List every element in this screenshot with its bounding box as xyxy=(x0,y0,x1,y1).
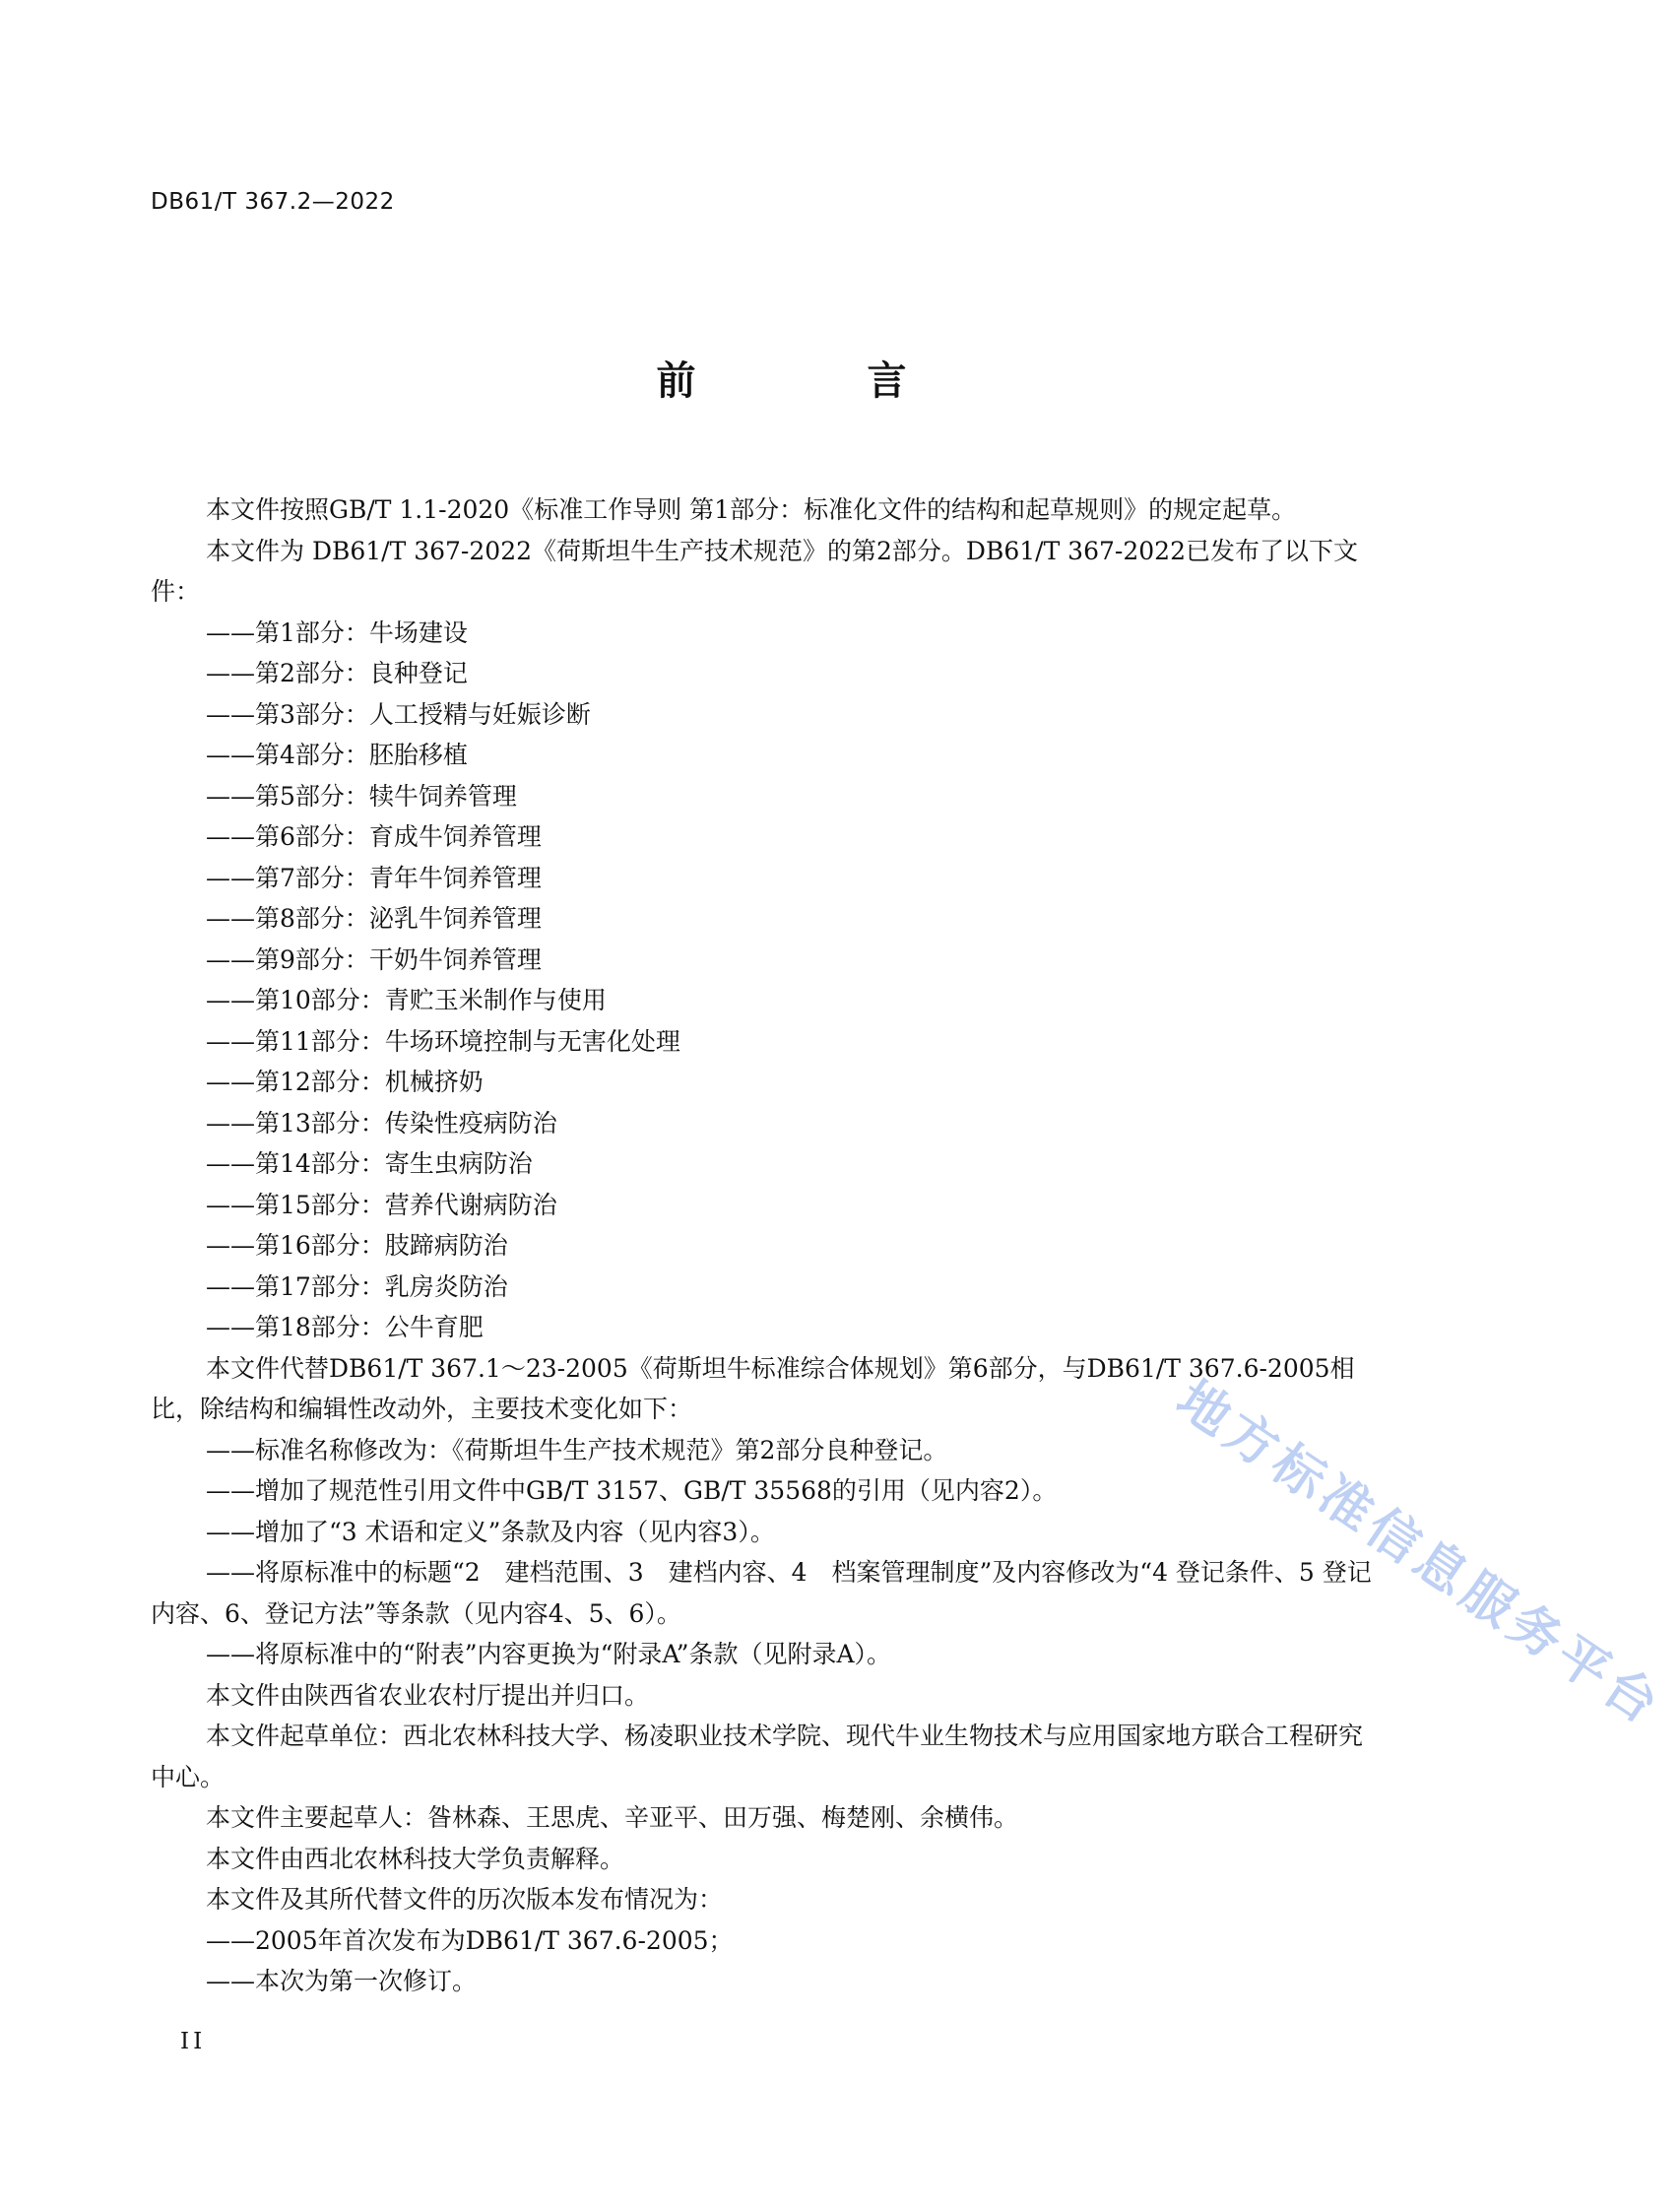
paragraph: 本文件及其所代替文件的历次版本发布情况为： xyxy=(206,1885,724,1914)
list-item: ——第11部分：牛场环境控制与无害化处理 xyxy=(206,1026,680,1056)
list-item: ——第8部分：泌乳牛饲养管理 xyxy=(206,904,542,933)
list-item: ——第6部分：育成牛饲养管理 xyxy=(206,822,542,851)
list-item: ——2005年首次发布为DB61/T 367.6-2005； xyxy=(206,1925,734,1955)
list-item: ——第2部分：良种登记 xyxy=(206,659,468,687)
list-item: ——第15部分：营养代谢病防治 xyxy=(206,1190,557,1219)
paragraph: 本文件主要起草人：昝林森、王思虎、辛亚平、田万强、梅楚刚、余横伟。 xyxy=(206,1803,1019,1832)
list-item: ——第17部分：乳房炎防治 xyxy=(206,1271,508,1301)
list-item: ——标准名称修改为：《荷斯坦牛生产技术规范》第2部分良种登记。 xyxy=(206,1435,948,1464)
list-item: ——第7部分：青年牛饲养管理 xyxy=(206,863,542,892)
paragraph: 本文件起草单位：西北农林科技大学、杨凌职业技术学院、现代牛业生物技术与应用国家地方联合工程研究中心。 xyxy=(151,1722,1364,1791)
foreword-body xyxy=(151,489,1382,2002)
list-item: ——本次为第一次修订。 xyxy=(206,1967,478,1995)
paragraph: 本文件按照GB/T 1.1-2020《标准工作导则 第1部分：标准化文件的结构和起草规则》的规定起草。 xyxy=(206,495,1297,524)
paragraph: 本文件由陕西省农业农村厅提出并归口。 xyxy=(206,1680,650,1710)
list-item: ——第12部分：机械挤奶 xyxy=(206,1068,484,1096)
list-item: ——第16部分：肢蹄病防治 xyxy=(206,1231,508,1260)
list-item: ——第9部分：干奶牛饲养管理 xyxy=(206,944,542,974)
list-item: ——第4部分：胚胎移植 xyxy=(206,741,468,769)
list-item: ——第14部分：寄生虫病防治 xyxy=(206,1149,533,1178)
list-item: ——将原标准中的标题“2 建档范围、3 建档内容、4 档案管理制度”及内容修改为“4 登记条件、5 登记内容、6、登记方法”等条款（见内容4、5、6）。 xyxy=(151,1558,1372,1628)
list-item: ——第3部分：人工授精与妊娠诊断 xyxy=(206,699,591,729)
list-item: ——第13部分：传染性疫病防治 xyxy=(206,1108,557,1138)
paragraph: 本文件由西北农林科技大学负责解释。 xyxy=(206,1844,625,1873)
page-title: 前 言 xyxy=(656,358,986,404)
list-item: ——第5部分：犊牛饲养管理 xyxy=(206,781,517,811)
page-number: II xyxy=(180,2029,207,2054)
list-item: ——增加了“3 术语和定义”条款及内容（见内容3）。 xyxy=(206,1517,775,1546)
paragraph: 本文件代替DB61/T 367.1～23-2005《荷斯坦牛标准综合体规划》第6部分，与DB61/T 367.6-2005相比，除结构和编辑性改动外，主要技术变化如下： xyxy=(151,1353,1355,1423)
list-item: ——增加了规范性引用文件中GB/T 3157、GB/T 35568的引用（见内容2）。 xyxy=(206,1476,1058,1505)
list-item: ——将原标准中的“附表”内容更换为“附录A”条款（见附录A）。 xyxy=(206,1640,892,1668)
list-item: ——第10部分：青贮玉米制作与使用 xyxy=(206,986,607,1014)
paragraph: 本文件为 DB61/T 367-2022《荷斯坦牛生产技术规范》的第2部分。DB61/T 367-2022已发布了以下文件： xyxy=(151,536,1358,606)
list-item: ——第18部分：公牛育肥 xyxy=(206,1313,484,1341)
list-item: ——第1部分：牛场建设 xyxy=(206,618,468,647)
document-code: DB61/T 367.2—2022 xyxy=(151,189,395,215)
watermark: 地方标准信息服务平台 xyxy=(1166,1369,1673,1738)
